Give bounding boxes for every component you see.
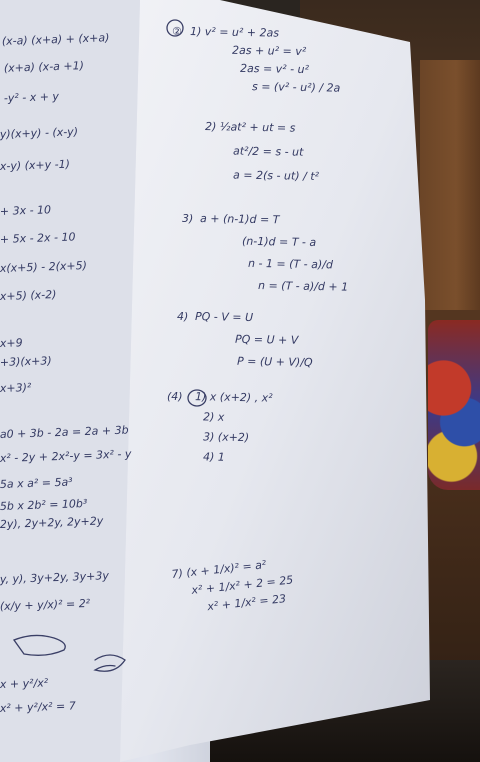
left-note-line: 2y), 2y+2y, 2y+2y <box>0 514 104 531</box>
left-note-line: x² + y²/x² = 7 <box>0 699 76 715</box>
left-note-line: x(x+5) - 2(x+5) <box>0 258 88 275</box>
right-note-line: n - 1 = (T - a)/d <box>247 256 333 272</box>
section-number: 4) <box>177 310 189 323</box>
left-note-line: 5b x 2b² = 10b³ <box>0 496 88 513</box>
right-note-line: x² + 1/x² + 2 = 25 <box>190 573 294 597</box>
left-note-line: x+3)² <box>0 380 32 395</box>
right-note-line: P = (U + V)/Q <box>236 354 313 370</box>
left-note-line: a0 + 3b - 2a = 2a + 3b <box>0 423 129 441</box>
right-note-line: PQ = U + V <box>234 332 299 347</box>
left-note-line: 5a x a² = 5a³ <box>0 475 73 491</box>
right-note-line: 7) (x + 1/x)² = a² <box>170 558 267 581</box>
right-note-line: 4) 1 <box>202 450 225 464</box>
left-note-line: x+5) (x-2) <box>0 288 57 303</box>
left-note-line: x² - 2y + 2x²-y = 3x² - y <box>0 447 132 465</box>
right-note-line: (n-1)d = T - a <box>241 234 317 250</box>
left-note-line: x+9 <box>0 336 23 350</box>
left-note-line: + 3x - 10 <box>0 203 52 218</box>
section-number: ② <box>172 25 182 38</box>
right-note-line: n = (T - a)/d + 1 <box>257 279 349 294</box>
right-note-line: 1) v² = u² + 2as <box>189 25 280 40</box>
right-note-line: a + (n-1)d = T <box>199 212 280 227</box>
right-note-line: s = (v² - u²) / 2a <box>251 80 341 95</box>
right-note-line: 2) ½at² + ut = s <box>204 120 296 135</box>
left-note-line: + 5x - 2x - 10 <box>0 230 76 246</box>
right-note-line: at²/2 = s - ut <box>232 144 304 159</box>
right-note-line: x² + 1/x² = 23 <box>206 592 287 614</box>
left-note-line: y)(x+y) - (x-y) <box>0 125 79 141</box>
section-number: 3) <box>182 212 194 225</box>
right-note-line: 2) x <box>202 410 225 424</box>
right-note-line: 2as + u² = v² <box>231 43 307 59</box>
left-note-line: x-y) (x+y -1) <box>0 157 71 173</box>
right-note-line: PQ - V = U <box>194 310 254 325</box>
left-note-line: (x-a) (x+a) + (x+a) <box>1 31 110 48</box>
left-note-line: y, y), 3y+2y, 3y+3y <box>0 569 110 586</box>
right-paper-sheet <box>120 0 430 762</box>
section-number: (4) <box>167 390 183 403</box>
left-note-line: (x/y + y/x)² = 2² <box>0 596 91 613</box>
right-note-line: 2as = v² - u² <box>239 61 310 77</box>
right-note-line: 1) x (x+2) , x² <box>194 390 273 405</box>
right-note-line: 3) (x+2) <box>202 430 250 445</box>
left-note-line: +3)(x+3) <box>0 354 52 369</box>
left-note-line: x + y²/x² <box>0 676 49 691</box>
right-note-line: a = 2(s - ut) / t² <box>232 168 320 183</box>
left-note-line: (x+a) (x-a +1) <box>3 59 85 75</box>
left-note-line: -y² - x + y <box>3 89 60 105</box>
